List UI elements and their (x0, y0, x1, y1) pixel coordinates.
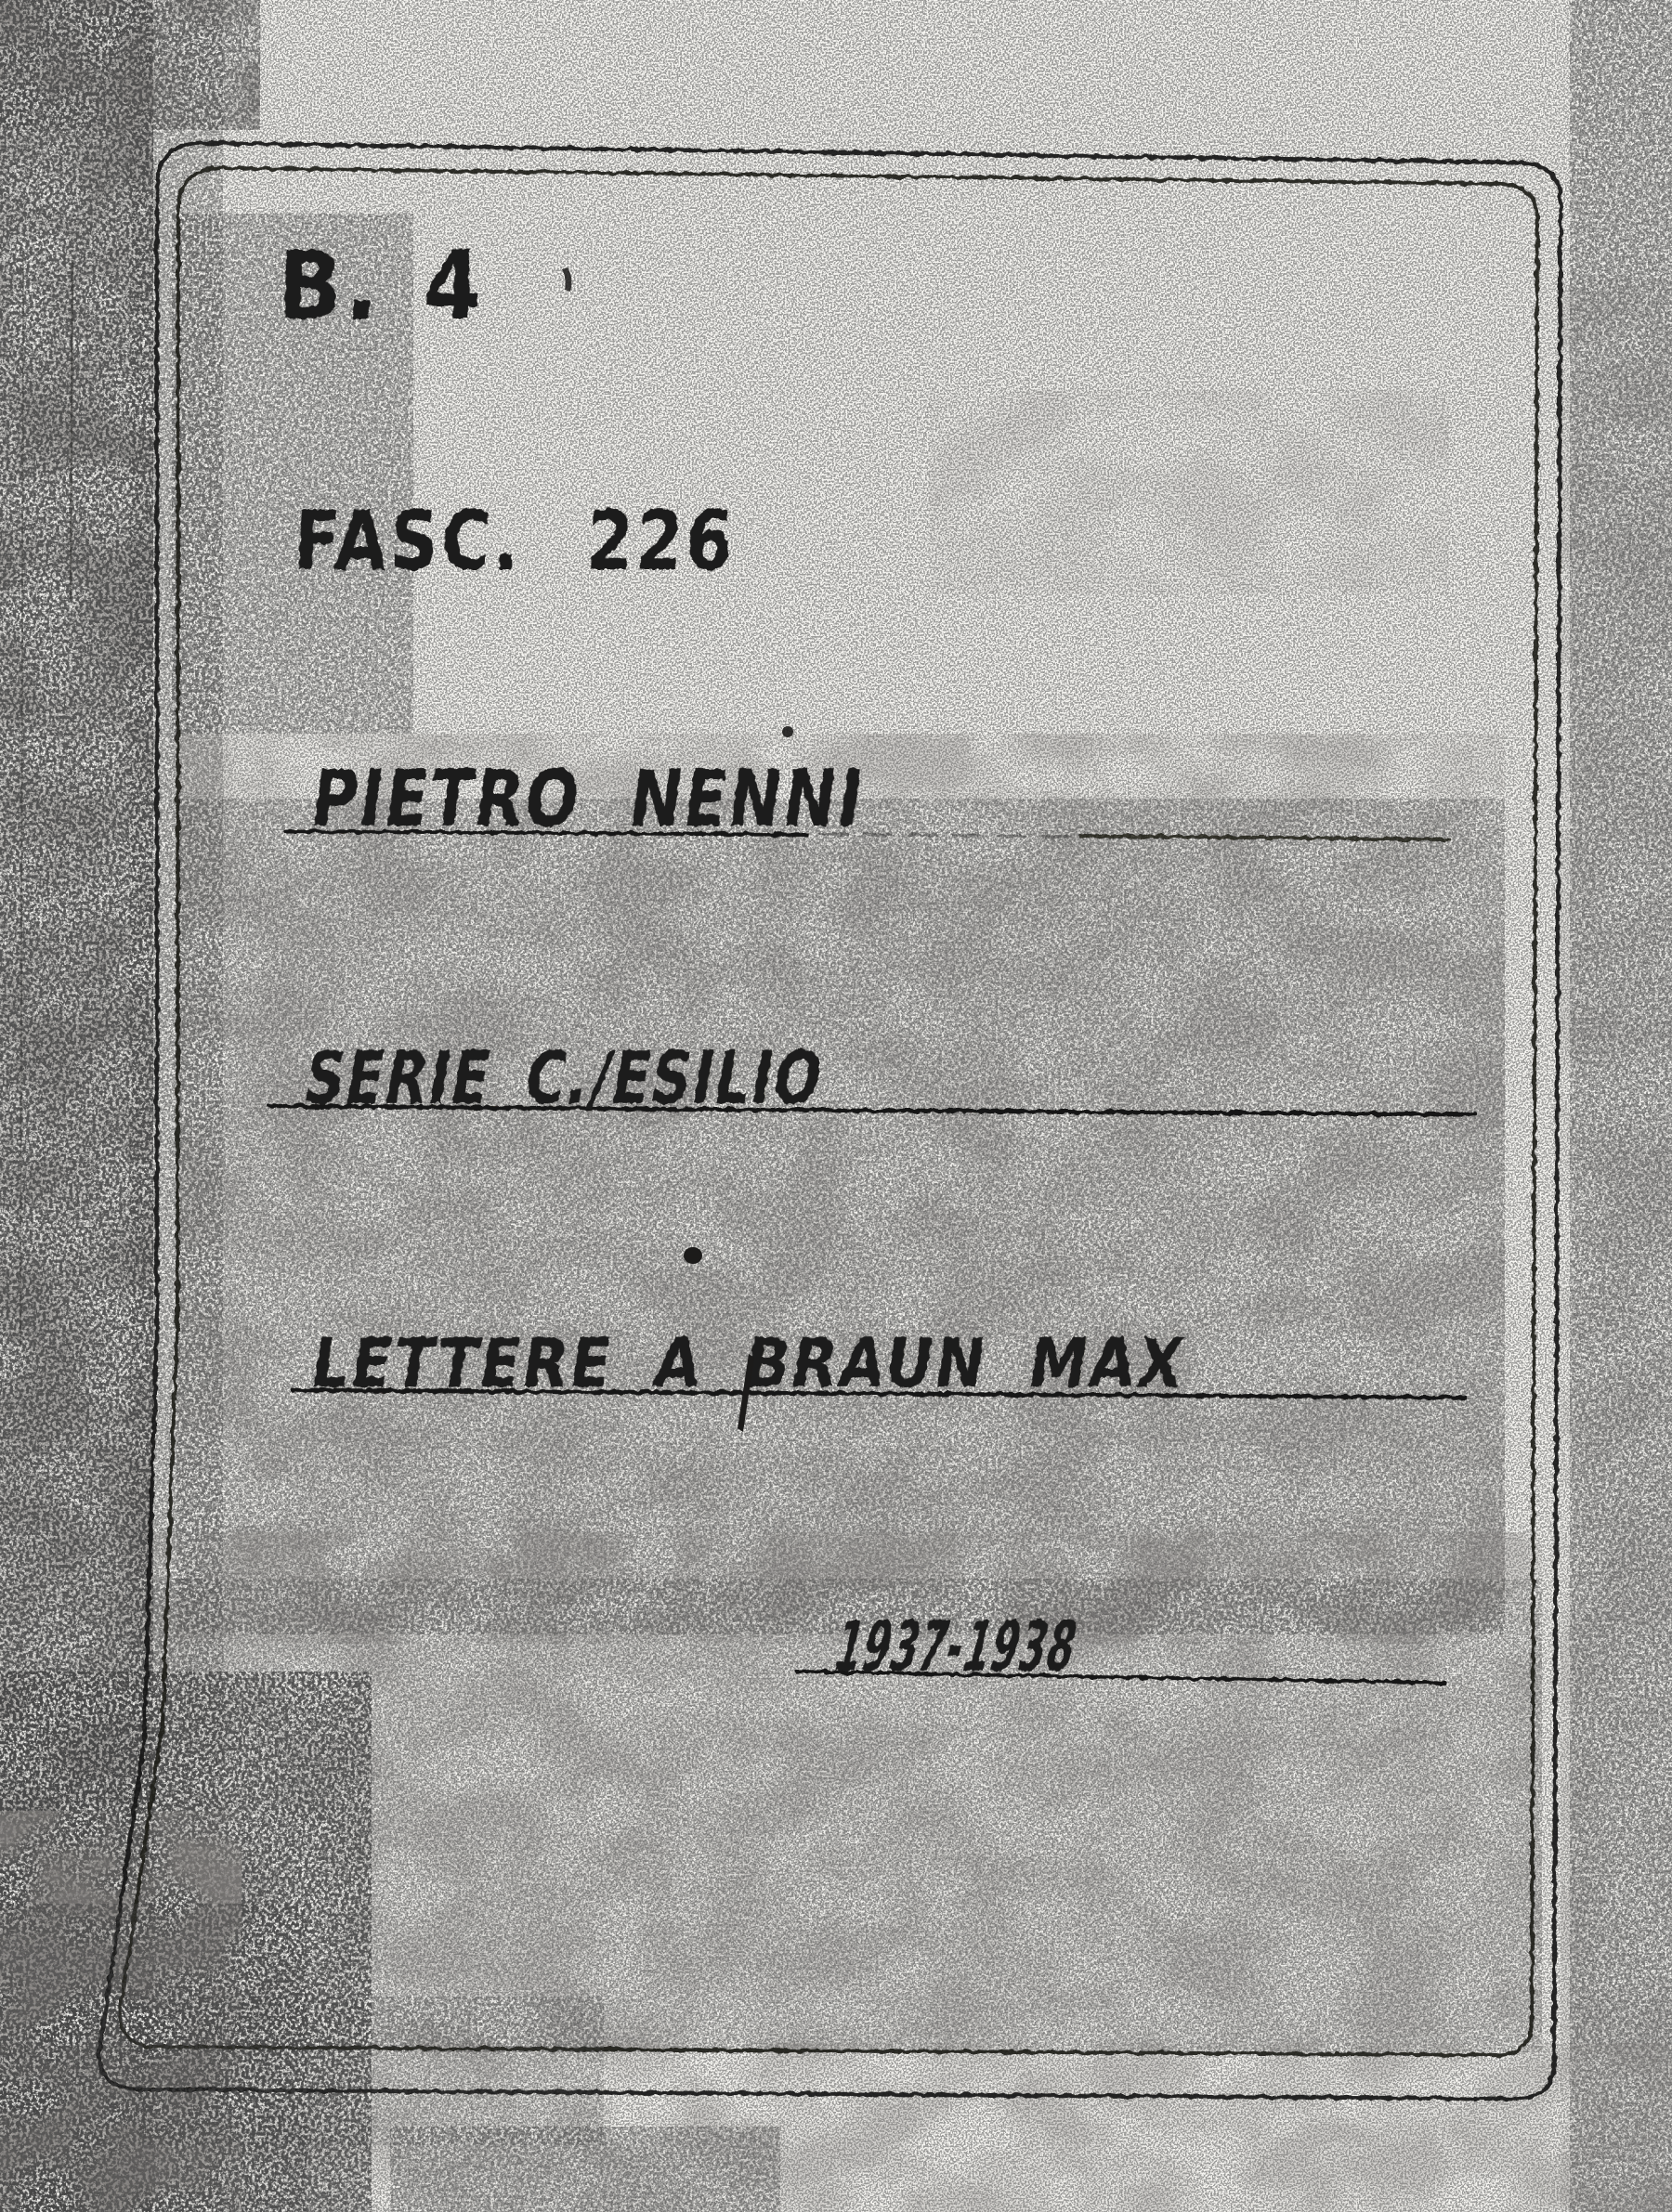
years-line: 1937-1938 (826, 1607, 1086, 1688)
box-number-line: B. 4 (276, 230, 489, 342)
noise-overlay (139, 1997, 604, 2145)
letters-title-line: LETTERE A BRAUN MAX (306, 1324, 1192, 1404)
series-line: SERIE C./ESILIO (297, 1036, 830, 1122)
ink-dot (684, 1247, 702, 1264)
fascicle-line: FASC. 226 (291, 493, 738, 589)
ink-dot (782, 726, 793, 737)
person-name-line: PIETRO NENNI (306, 754, 870, 845)
